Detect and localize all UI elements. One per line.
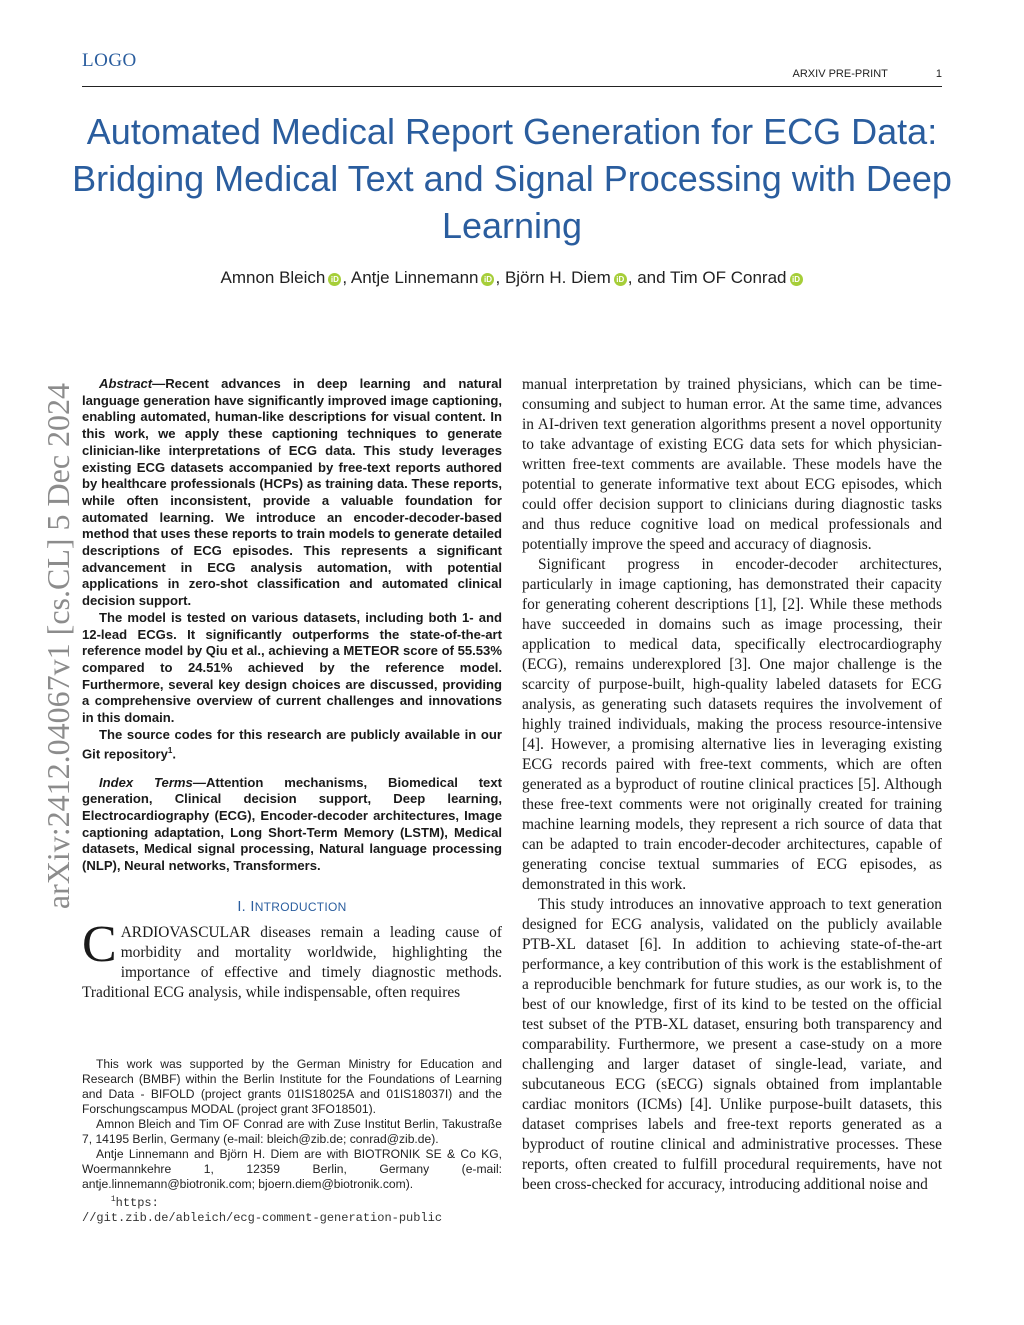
intro-text bbox=[82, 915, 502, 1003]
right-column bbox=[522, 375, 942, 1195]
section-title-rest: NTRODUCTION bbox=[254, 899, 347, 914]
author-separator: , bbox=[342, 268, 351, 287]
footnote: Antje Linnemann and Björn H. Diem are with BIOTRONIK SE & Co KG, Woermannkehre 1, 12359 Berlin, Germany (e-mail: antje.linnemann@biotronik.com; bjoern.diem@biotronik.com). bbox=[82, 1147, 502, 1191]
orcid-icon[interactable]: iD bbox=[328, 273, 341, 286]
footnotes bbox=[82, 1057, 502, 1226]
section-title-initial: I bbox=[250, 898, 255, 915]
author-separator: , bbox=[495, 268, 505, 287]
index-terms-text: Attention mechanisms, Biomedical text generation, Clinical decision support, Deep learning, Electrocardiography (ECG), Encoder-decoder architectures, Image captioning adaptation, Long Short-Term Memory (LSTM), Medical datasets, Medical signal processing, Natural language processing (NLP), Neural networks, Transformers. bbox=[82, 774, 502, 874]
footnote: This work was supported by the German Ministry for Education and Research (BMBF) within the Berlin Institute for the Foundations of Learning and Data - BIFOLD (project grants 01IS18025A and 01IS18037I) and the Forschungscampus MODAL (project grant 3FO18501). bbox=[82, 1057, 502, 1116]
index-terms-label: Index Terms— bbox=[99, 774, 206, 790]
body-paragraph: manual interpretation by trained physicians, which can be time-consuming and subject to human error. At the same time, advances in AI-driven text generation algorithms present a novel opportunity to take advantage of existing ECG data sets for which physician-written free-text comments are available. These models have the potential to generate informative text about ECG episodes, which could offer decision support to clinicians during diagnostic tasks and thus reduce cognitive load on medical professionals and potentially improve the speed and accuracy of diagnosis. bbox=[522, 376, 942, 553]
orcid-icon[interactable]: iD bbox=[614, 273, 627, 286]
intro-lead-word: ARDIOVASCULAR bbox=[120, 923, 251, 941]
section-heading bbox=[82, 899, 502, 915]
abstract-paragraph: Recent advances in deep learning and natural language generation have significantly improved image captioning, enabling automated, human-like descriptions for visual content. In this work, we apply these captioning techniques to generate clinician-like interpretations of ECG data. This study leverages existing ECG datasets accompanied by free-text reports authored by healthcare professionals (HCPs) as training data. These reports, while often inconsistent, provide a valuable foundation for automated learning. We introduce an encoder-decoder-based method that uses these reports to train models to generate detailed descriptions of ECG episodes. This represents a significant advancement in ECG analysis automation, with potential applications in zero-shot classification and automated clinical decision support. bbox=[82, 376, 502, 609]
abstract-label: Abstract— bbox=[99, 376, 166, 391]
abstract bbox=[82, 376, 502, 875]
author-name: Björn H. Diem bbox=[504, 268, 611, 287]
orcid-icon[interactable]: iD bbox=[481, 273, 494, 286]
abstract-paragraph: The source codes for this research are publicly available in our Git repository bbox=[82, 726, 502, 762]
footnote-marker: 1 bbox=[110, 1195, 116, 1204]
author-name: Amnon Bleich bbox=[220, 268, 326, 287]
orcid-icon[interactable]: iD bbox=[790, 273, 803, 286]
running-header bbox=[793, 68, 942, 80]
author-name: Antje Linnemann bbox=[350, 268, 479, 287]
body-paragraph: diseases remain a leading cause of morbidity and mortality worldwide, highlighting the importance of effective and timely diagnostic methods. Traditional ECG analysis, while indispensable, often requires bbox=[82, 923, 502, 1001]
logo-text: LOGO bbox=[82, 50, 137, 71]
author-name: Tim OF Conrad bbox=[669, 268, 787, 287]
abstract-paragraph: The model is tested on various datasets, including both 1- and 12-lead ECGs. It significantly outperforms the state-of-the-art reference model by Qiu et al., achieving a METEOR score of 55.53% compared to 24.51% achieved by the reference model. Furthermore, several key design choices are discussed, providing a comprehensive overview of current challenges and innovations in this domain. bbox=[82, 609, 502, 726]
index-terms bbox=[82, 775, 502, 875]
url-part[interactable]: //git.zib.de/ableich/ecg-comment-generation-public bbox=[82, 1211, 443, 1225]
footnote-marker: 1 bbox=[167, 746, 173, 756]
body-paragraph: Significant progress in encoder-decoder architectures, particularly in image captioning, has demonstrated their capacity for generating coherent descriptions [1], [2]. While these methods have succeeded in domains such as image processing, their application to medical data, specifically electrocardiography (ECG), remains underexplored [3]. One major challenge is the scarcity of purpose-built, high-quality labeled datasets for ECG analysis, as generating such datasets requires the involvement of highly trained individuals, making the process resource-intensive [4]. However, a promising alternative lies in leveraging existing ECG records paired with free-text comments, which are often generated as a byproduct of routine clinical practices [5]. Although these free-text comments were not originally created for training machine learning models, they represent a rich source of data that can be adapted to train encoder-decoder architectures, capable of generating concise textual summaries of ECG episodes, as demonstrated in this work. bbox=[522, 556, 942, 893]
url-part[interactable]: https: bbox=[115, 1196, 159, 1210]
header-rule bbox=[82, 86, 942, 87]
page-number: 1 bbox=[935, 68, 942, 80]
punctuation: . bbox=[172, 746, 176, 762]
author-separator: , and bbox=[627, 268, 670, 287]
section-numeral: I. bbox=[237, 898, 251, 915]
drop-cap: C bbox=[82, 915, 117, 973]
body-paragraph: This study introduces an innovative approach to text generation designed for ECG analysis, validated on the publicly available PTB-XL dataset [6]. In addition to achieving state-of-the-art performance, a key contribution of this work is the establishment of a reproducible benchmark for future studies, as our work is, to the best of our knowledge, first of its kind to be tested on the official test subset of the PTB-XL dataset, ensuring both transparency and comparability. Furthermore, we present a case-study on a more challenging and larger dataset of single-lead, variate, and subcutaneous ECG (sECG) signals obtained from implantable cardiac monitors (ICMs) [4]. Unlike purpose-built datasets, this dataset comprises labels and free-text reports generated as a byproduct of routine clinical and administrative processes. These reports, often created to fulfill procedural requirements, have not been cross-checked for accuracy, introducing additional noise and bbox=[522, 896, 942, 1193]
left-column bbox=[82, 376, 502, 1003]
footnote: Amnon Bleich and Tim OF Conrad are with Zuse Institut Berlin, Takustraße 7, 14195 Berlin, Germany (e-mail: bleich@zib.de; conrad@zib.de). bbox=[82, 1117, 502, 1146]
author-list bbox=[60, 268, 964, 288]
paper-title: Automated Medical Report Generation for ECG Data: Bridging Medical Text and Signal Processing with Deep Learning bbox=[72, 111, 952, 246]
arxiv-identifier: arXiv:2412.04067v1 [cs.CL] 5 Dec 2024 bbox=[40, 382, 76, 910]
running-head: ARXIV PRE-PRINT bbox=[792, 68, 888, 80]
footnote-url bbox=[82, 1192, 502, 1226]
